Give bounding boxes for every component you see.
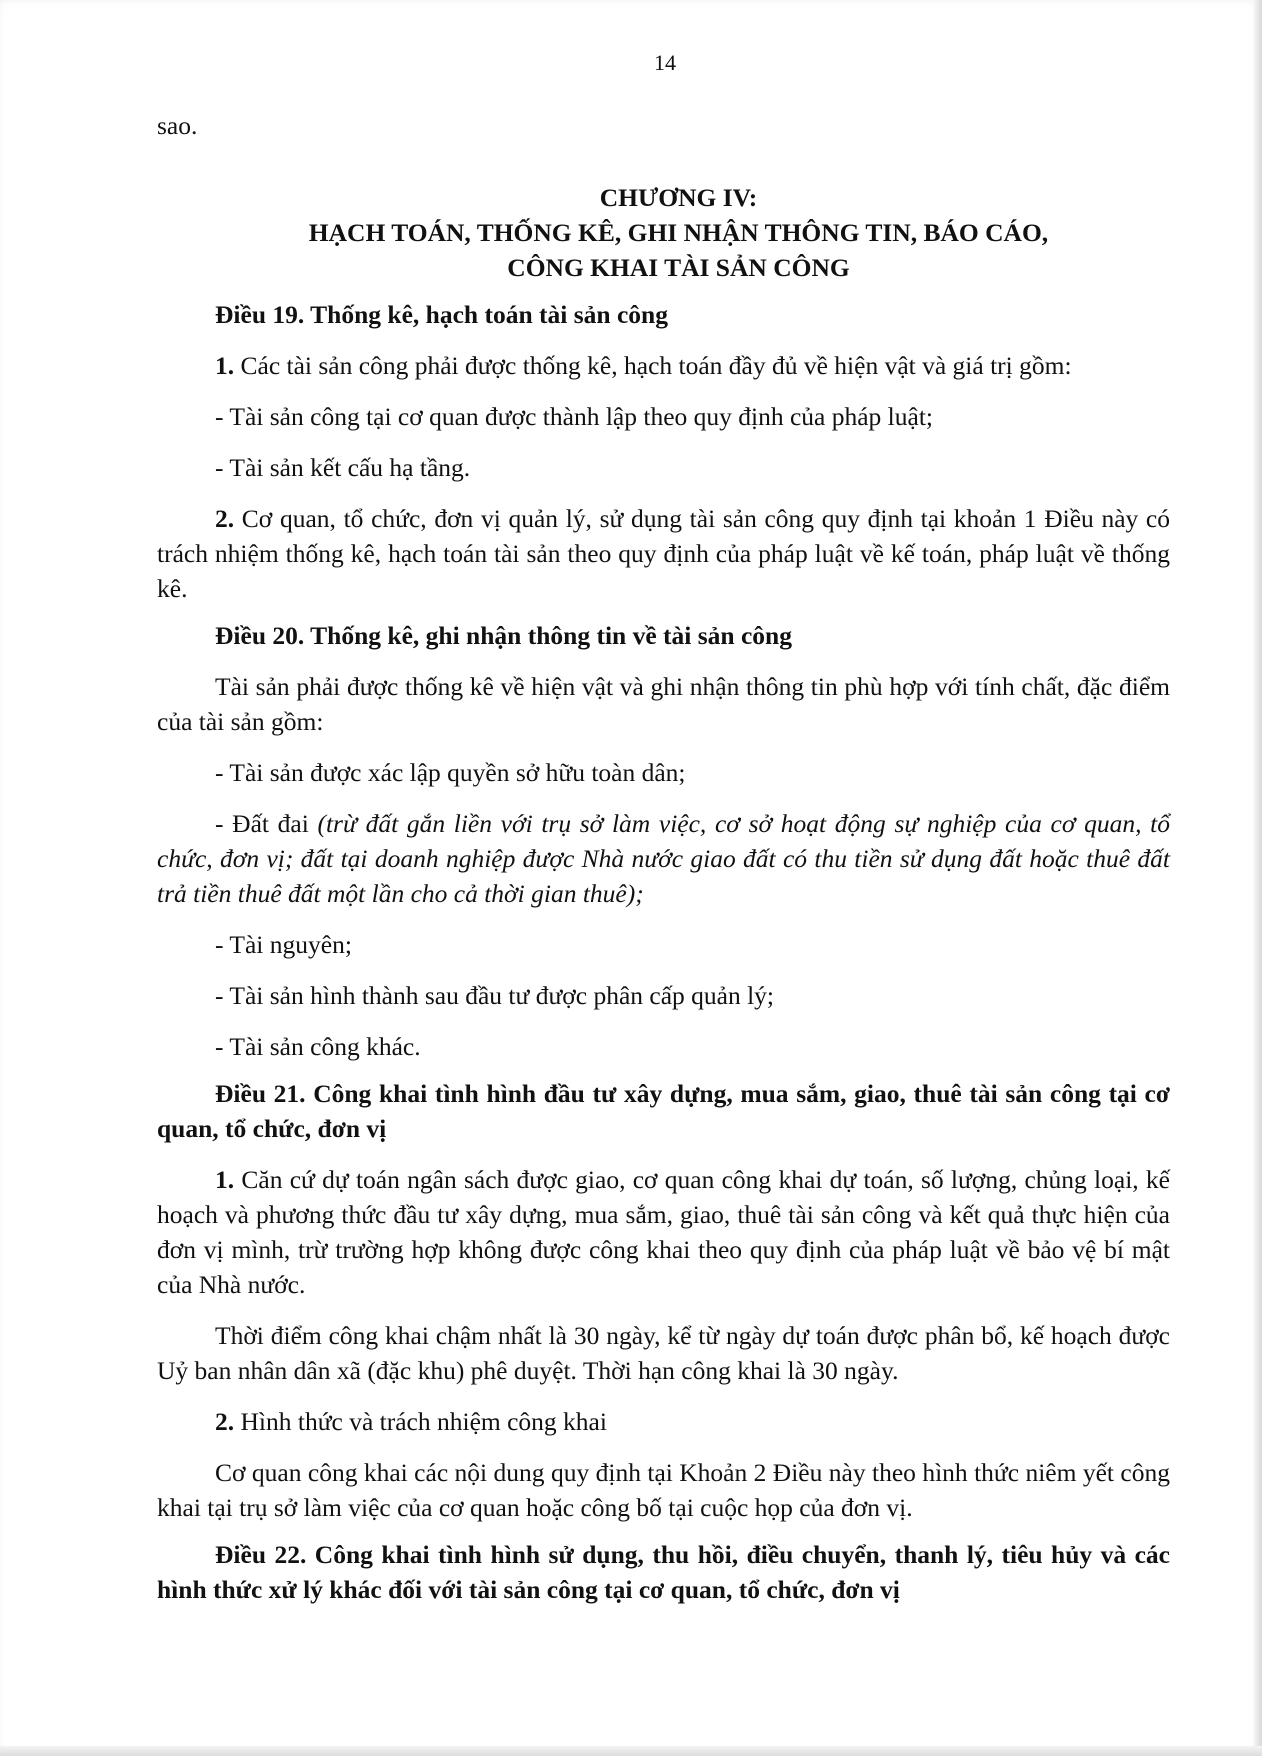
article-20-item-3: - Tài nguyên; — [215, 930, 352, 959]
article-20-intro: Tài sản phải được thống kê về hiện vật và ghi nhận thông tin phù hợp với tính chất, đặc điểm của tài sản gồm: — [157, 672, 1170, 736]
page-number: 14 — [654, 50, 676, 75]
clause-number: 2. — [215, 1407, 235, 1436]
chapter-subtitle-line2: CÔNG KHAI TÀI SẢN CÔNG — [507, 253, 850, 282]
lead-text: sao. — [157, 111, 198, 140]
article-19-clause-1 — [157, 348, 1170, 383]
document-body — [157, 108, 1170, 1607]
page-edge-shadow-right — [1254, 0, 1262, 1756]
article-21-clause-2-body: Cơ quan công khai các nội dung quy định tại Khoản 2 Điều này theo hình thức niêm yết công khai tại trụ sở làm việc của cơ quan hoặc công bố tại cuộc họp của đơn vị. — [157, 1458, 1170, 1522]
item-prefix: - Đất đai — [215, 809, 318, 838]
clause-text: Hình thức và trách nhiệm công khai — [234, 1407, 607, 1436]
article-19-heading: Điều 19. Thống kê, hạch toán tài sản công — [215, 300, 668, 329]
article-21-heading: Điều 21. Công khai tình hình đầu tư xây dựng, mua sắm, giao, thuê tài sản công tại cơ quan, tổ chức, đơn vị — [157, 1079, 1170, 1143]
chapter-title: CHƯƠNG IV: — [599, 183, 758, 212]
article-21-clause-1 — [157, 1162, 1170, 1302]
clause-number: 2. — [215, 504, 235, 533]
article-21-clause-2 — [157, 1404, 1170, 1439]
clause-text: Căn cứ dự toán ngân sách được giao, cơ quan công khai dự toán, số lượng, chủng loại, kế hoạch và phương thức đầu tư xây dựng, mua sắm, giao, thuê tài sản công và kết quả thực hiện của đơn vị mình, trừ trường hợp không được công khai theo quy định của pháp luật về bảo vệ bí mật của Nhà nước. — [157, 1165, 1170, 1299]
chapter-heading — [157, 180, 1170, 285]
article-20-item-2 — [157, 806, 1170, 911]
item-italic-note: (trừ đất gắn liền với trụ sở làm việc, cơ sở hoạt động sự nghiệp của cơ quan, tổ chức, đơn vị; đất tại doanh nghiệp được Nhà nước giao đất có thu tiền sử dụng đất hoặc thuê đất trả tiền thuê đất một lần cho cả thời gian thuê); — [157, 809, 1170, 908]
article-19-item-2: - Tài sản kết cấu hạ tầng. — [215, 453, 471, 482]
article-19-item-1: - Tài sản công tại cơ quan được thành lập theo quy định của pháp luật; — [215, 402, 933, 431]
article-20-heading: Điều 20. Thống kê, ghi nhận thông tin về tài sản công — [215, 621, 792, 650]
page-edge-shadow-bottom — [0, 1746, 1262, 1756]
chapter-subtitle-line1: HẠCH TOÁN, THỐNG KÊ, GHI NHẬN THÔNG TIN, BÁO CÁO, — [308, 218, 1049, 247]
article-19-clause-2 — [157, 501, 1170, 606]
clause-text: Cơ quan, tổ chức, đơn vị quản lý, sử dụng tài sản công quy định tại khoản 1 Điều này có trách nhiệm thống kê, hạch toán tài sản theo quy định của pháp luật về kế toán, pháp luật về thống kê. — [157, 504, 1170, 603]
article-22-heading: Điều 22. Công khai tình hình sử dụng, thu hồi, điều chuyển, thanh lý, tiêu hủy và các hình thức xử lý khác đối với tài sản công tại cơ quan, tổ chức, đơn vị — [157, 1540, 1170, 1604]
clause-number: 1. — [215, 1165, 235, 1194]
clause-text: Các tài sản công phải được thống kê, hạch toán đầy đủ về hiện vật và giá trị gồm: — [234, 351, 1072, 380]
article-20-item-4: - Tài sản hình thành sau đầu tư được phân cấp quản lý; — [215, 981, 775, 1010]
article-20-item-1: - Tài sản được xác lập quyền sở hữu toàn dân; — [215, 758, 686, 787]
article-20-item-5: - Tài sản công khác. — [215, 1032, 421, 1061]
article-21-timing: Thời điểm công khai chậm nhất là 30 ngày, kể từ ngày dự toán được phân bổ, kế hoạch được Uỷ ban nhân dân xã (đặc khu) phê duyệt. Thời hạn công khai là 30 ngày. — [157, 1321, 1170, 1385]
clause-number: 1. — [215, 351, 235, 380]
